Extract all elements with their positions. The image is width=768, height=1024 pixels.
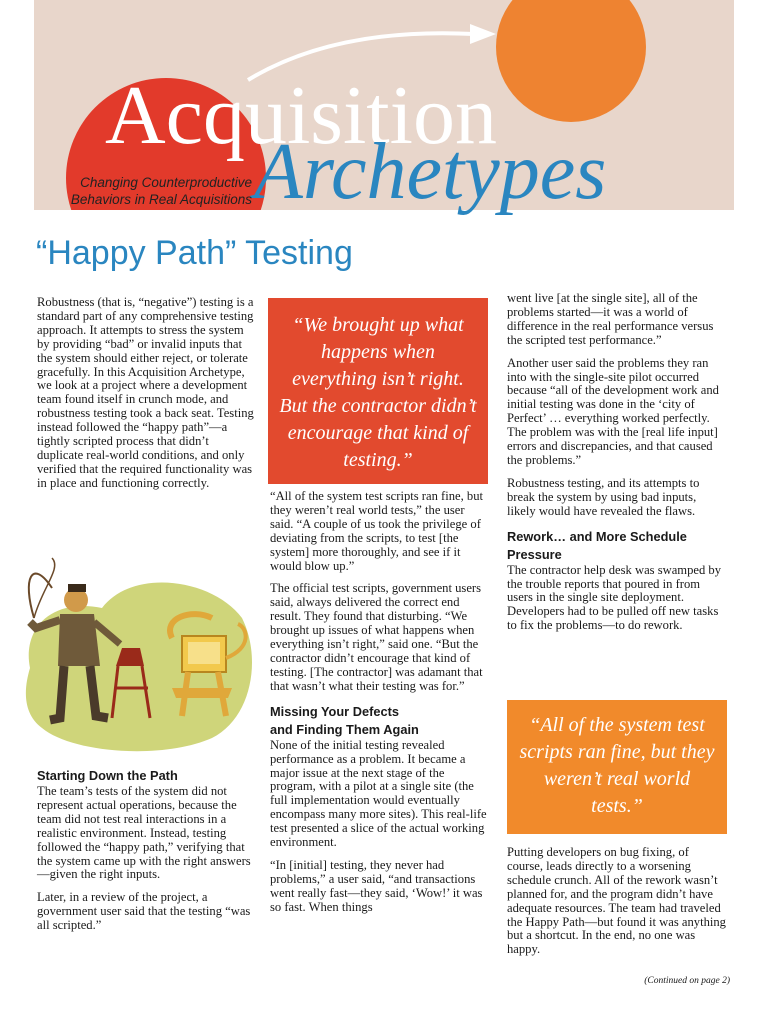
- continued-note: (Continued on page 2): [644, 976, 730, 986]
- paragraph: The contractor help desk was swamped by the trouble reports that poured in from users in the single site deployment. Developers had to be pulled off new tasks to fix the problems—to do rework.: [507, 562, 722, 633]
- paragraph: The official test scripts, government users said, always delivered the correct end result. They found that disturbing. “We brought up issues of what happens when everything isn’t right,” said one. “But the contractor didn’t encourage that kind of testing. [The contractor] was adamant that that wasn’t what their testing was for.”: [270, 581, 483, 693]
- paragraph: Robustness testing, and its attempts to break the system by using bad inputs, likely would have revealed the flaws.: [507, 475, 700, 518]
- paragraph: The team’s tests of the system did not represent actual operations, because the team did not test real interactions in a realistic environment. Instead, testing followed the “happy path,” verifying that the system came up with the right answers—given the right inputs.: [37, 784, 251, 882]
- section-heading-missing-defects-line-1: Missing Your Defects: [270, 703, 399, 719]
- masthead-title-acquisition: Acquisition: [105, 69, 497, 162]
- column-2: [270, 490, 488, 924]
- section-heading-rework-line-1: Rework… and More Schedule: [507, 528, 687, 544]
- paragraph: “In [initial] testing, they never had problems,” a user said, “and transactions went really fast—they said, ‘Wow!’ it was so fast. When things: [270, 857, 483, 914]
- pull-quote-orange: “All of the system test scripts ran fine, but they weren’t real world tests.”: [507, 700, 727, 834]
- masthead-subtitle: [40, 174, 252, 208]
- paragraph: None of the initial testing revealed performance as a problem. It became a major issue at the next stage of the program, with a pilot at a single site (the full implementation would eventually encompass many more sites). This real-life test presented a slice of the actual working environment.: [270, 737, 487, 850]
- paragraph: Putting developers on bug fixing, of course, leads directly to a worsening schedule crunch. All of the rework wasn’t planned for, and the program didn’t have adequate resources. The team had traveled the Happy Path—but found it was anything but a shortcut. In the end, no one was happy.: [507, 845, 726, 957]
- subtitle-line-1: Changing Counterproductive: [80, 175, 252, 190]
- intro-paragraph: Robustness (that is, “negative”) testing is a standard part of any comprehensive testing approach. It attempts to stress the system by providing “bad” or invalid inputs that the system should either reject, or tolerate gracefully. In this Acquisition Archetype, we look at a project where a development team found itself in crunch mode, and robustness testing took a back seat. Testing instead followed the “happy path”—a tightly scripted process that didn’t duplicate real-world conditions, and only verified that the required functionality was in place and functioning correctly.: [37, 295, 254, 490]
- paragraph: Later, in a review of the project, a government user said that the testing “was all scripted.”: [37, 890, 251, 933]
- paragraph: Another user said the problems they ran into with the single-site pilot occurred because “all of the development work and initial testing was done in the ‘city of Perfect’ … everything worked perfectly. The problem was with the [real life input] errors and discrepancies, and that caused the problems.”: [507, 355, 719, 467]
- section-heading-missing-defects-line-2: and Finding Them Again: [270, 721, 419, 737]
- paragraph: “All of the system test scripts ran fine, but they weren’t real world tests,” the user said. “A couple of us took the privilege of deviating from the scripts, to test [the system] more thoroughly, and see if it would blow up.”: [270, 489, 483, 573]
- section-heading-rework-line-2: Pressure: [507, 546, 562, 562]
- man-whip-lion-computer-illustration: [12, 548, 262, 756]
- paragraph: went live [at the single site], all of the problems started—it was a world of difference in the real performance versus the scripted test performance.”: [507, 291, 714, 347]
- article-heading: “Happy Path” Testing: [36, 234, 353, 272]
- column-3: [507, 292, 727, 642]
- masthead-title-archetypes: Archetypes: [254, 128, 607, 216]
- section-heading-starting-down-the-path: Starting Down the Path: [37, 768, 178, 783]
- column-1-section: [37, 767, 255, 942]
- column-1-intro: [37, 296, 255, 500]
- pull-quote-red: “We brought up what happens when everything isn’t right. But the contractor didn’t encourage that kind of testing.”: [268, 298, 488, 484]
- column-3-bottom: [507, 846, 727, 966]
- subtitle-line-2: Behaviors in Real Acquisitions: [70, 192, 252, 207]
